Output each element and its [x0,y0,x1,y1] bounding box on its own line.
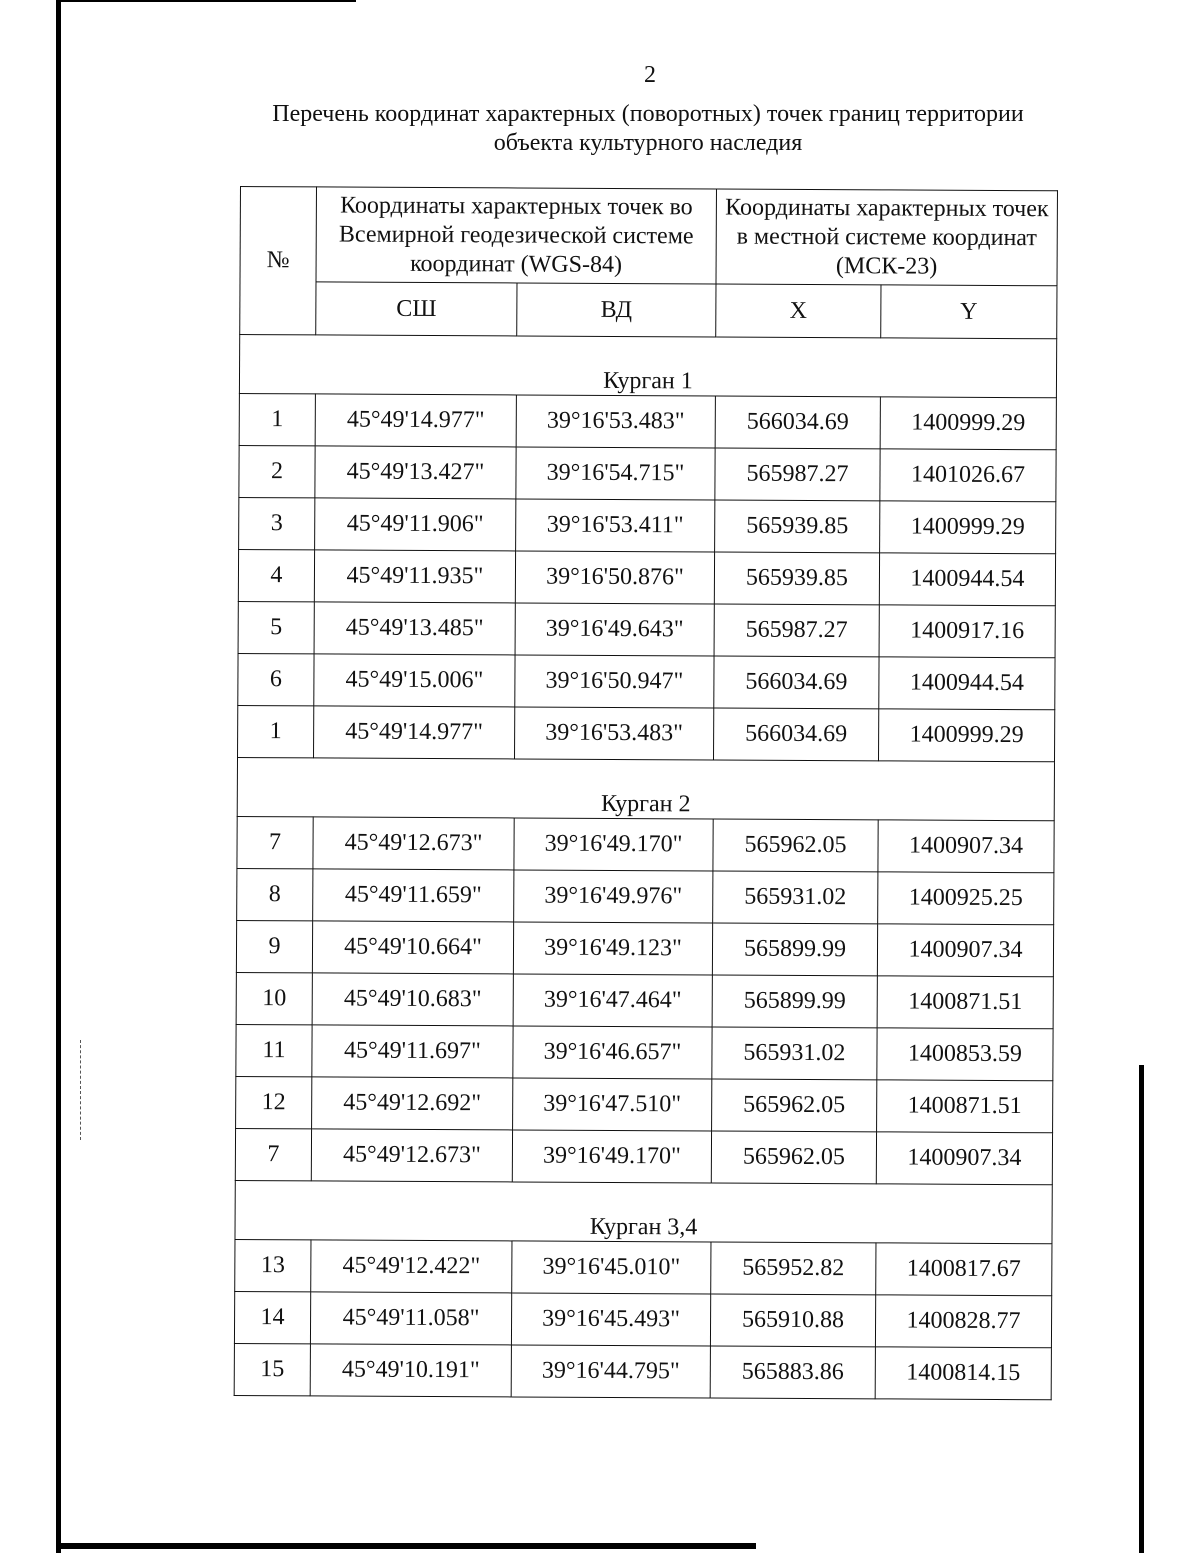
table-row [237,868,1054,924]
scan-edge-left [56,0,61,1553]
col-header-msk23: Координаты характерных точек в местной системе координат (МСК-23) [716,189,1058,286]
x-coordinate-cell: 566034.69 [715,396,880,449]
point-number-cell: 5 [238,601,314,653]
point-number-cell: 8 [237,868,313,920]
col-header-lon: ВД [517,283,716,337]
point-number-cell: 1 [238,705,314,757]
x-coordinate-cell: 565910.88 [710,1294,875,1347]
longitude-cell: 39°16'45.493" [511,1293,710,1346]
y-coordinate-cell: 1400871.51 [877,1080,1053,1133]
y-coordinate-cell: 1400944.54 [879,553,1055,606]
point-number-cell: 7 [237,816,313,868]
latitude-cell: 45°49'11.697" [312,1025,513,1078]
col-header-lat: СШ [316,282,517,336]
point-number-cell: 3 [239,497,315,549]
longitude-cell: 39°16'50.947" [515,655,714,708]
table-row [236,1076,1053,1132]
point-number-cell: 11 [236,1024,312,1076]
section-row [235,1180,1052,1243]
longitude-cell: 39°16'53.483" [515,707,714,760]
y-coordinate-cell: 1400907.34 [876,1132,1052,1185]
y-coordinate-cell: 1400817.67 [876,1243,1052,1296]
x-coordinate-cell: 565899.99 [712,975,877,1028]
x-coordinate-cell: 565962.05 [712,1079,877,1132]
latitude-cell: 45°49'11.058" [310,1292,511,1345]
latitude-cell: 45°49'14.977" [314,706,515,759]
table-row [238,601,1055,657]
x-coordinate-cell: 565962.05 [713,819,878,872]
y-coordinate-cell: 1400917.16 [879,605,1055,658]
table-row [238,705,1055,761]
latitude-cell: 45°49'12.673" [311,1129,512,1182]
y-coordinate-cell: 1400999.29 [880,397,1056,450]
y-coordinate-cell: 1400999.29 [880,501,1056,554]
table-row [239,497,1056,553]
longitude-cell: 39°16'54.715" [516,447,715,500]
point-number-cell: 1 [239,393,315,445]
document-title [240,100,1056,158]
x-coordinate-cell: 565987.27 [714,604,879,657]
section-cell [237,757,1054,820]
latitude-cell: 45°49'13.485" [314,602,515,655]
y-coordinate-cell: 1400944.54 [879,657,1055,710]
y-coordinate-cell: 1400828.77 [875,1295,1051,1348]
longitude-cell: 39°16'49.170" [514,818,713,871]
table-row [235,1128,1052,1184]
title-line-1: Перечень координат характерных (поворотных) точек границ территории [272,101,1024,127]
point-number-cell: 9 [236,920,312,972]
longitude-cell: 39°16'44.795" [511,1345,710,1398]
longitude-cell: 39°16'53.411" [516,499,715,552]
latitude-cell: 45°49'11.906" [315,498,516,551]
latitude-cell: 45°49'12.673" [313,817,514,870]
longitude-cell: 39°16'49.170" [512,1130,711,1183]
point-number-cell: 10 [236,972,312,1024]
table-group-header-row [240,187,1058,286]
x-coordinate-cell: 565883.86 [710,1346,875,1399]
table-row [234,1291,1051,1347]
table-body [234,335,1057,1400]
section-title: Курган 1 [603,367,693,395]
latitude-cell: 45°49'12.692" [312,1077,513,1130]
longitude-cell: 39°16'53.483" [516,395,715,448]
latitude-cell: 45°49'12.422" [311,1240,512,1293]
y-coordinate-cell: 1400999.29 [878,709,1054,762]
longitude-cell: 39°16'49.123" [513,922,712,975]
x-coordinate-cell: 566034.69 [714,708,879,761]
point-number-cell: 6 [238,653,314,705]
point-number-cell: 12 [236,1076,312,1128]
longitude-cell: 39°16'45.010" [512,1241,711,1294]
x-coordinate-cell: 565939.85 [714,552,879,605]
latitude-cell: 45°49'10.683" [312,973,513,1026]
longitude-cell: 39°16'50.876" [515,551,714,604]
table-row [239,445,1056,501]
latitude-cell: 45°49'11.659" [313,869,514,922]
x-coordinate-cell: 565952.82 [711,1242,876,1295]
y-coordinate-cell: 1400814.15 [875,1347,1051,1400]
table-row [237,816,1054,872]
y-coordinate-cell: 1400907.34 [878,820,1054,873]
y-coordinate-cell: 1401026.67 [880,449,1056,502]
latitude-cell: 45°49'13.427" [315,446,516,499]
scan-dash-left [80,1040,82,1140]
col-header-number: № [240,187,317,335]
table-row [236,920,1053,976]
col-header-wgs84: Координаты характерных точек во Всемирной геодезической системе координат (WGS-84) [316,187,716,284]
title-line-2: объекта культурного наследия [493,130,803,156]
point-number-cell: 2 [239,445,315,497]
table-row [236,972,1053,1028]
section-row [237,757,1054,820]
latitude-cell: 45°49'14.977" [315,394,516,447]
point-number-cell: 4 [238,549,314,601]
latitude-cell: 45°49'11.935" [314,550,515,603]
section-cell [235,1180,1052,1243]
scan-edge-bottom [56,1543,756,1549]
page-number: 2 [644,62,656,88]
scan-edge-right [1139,1065,1144,1553]
table-row [235,1239,1052,1295]
y-coordinate-cell: 1400907.34 [877,924,1053,977]
longitude-cell: 39°16'47.464" [513,974,712,1027]
x-coordinate-cell: 565931.02 [713,871,878,924]
table-subheader-row [240,282,1057,339]
x-coordinate-cell: 565962.05 [711,1131,876,1184]
col-header-y: Y [881,285,1057,339]
longitude-cell: 39°16'49.643" [515,603,714,656]
coordinates-table [234,186,1058,1400]
point-number-cell: 7 [235,1128,311,1180]
latitude-cell: 45°49'15.006" [314,654,515,707]
y-coordinate-cell: 1400853.59 [877,1028,1053,1081]
scan-edge-top [56,0,356,2]
point-number-cell: 15 [234,1343,310,1395]
x-coordinate-cell: 565939.85 [715,500,880,553]
section-title: Курган 3,4 [589,1213,698,1241]
longitude-cell: 39°16'49.976" [514,870,713,923]
table-row [236,1024,1053,1080]
latitude-cell: 45°49'10.664" [312,921,513,974]
x-coordinate-cell: 565987.27 [715,448,880,501]
table-row [238,549,1055,605]
longitude-cell: 39°16'46.657" [513,1026,712,1079]
table-row [239,393,1056,449]
latitude-cell: 45°49'10.191" [310,1344,511,1397]
y-coordinate-cell: 1400871.51 [877,976,1053,1029]
x-coordinate-cell: 565931.02 [712,1027,877,1080]
point-number-cell: 13 [235,1239,311,1291]
section-cell [239,335,1056,398]
point-number-cell: 14 [234,1291,310,1343]
table-row [238,653,1055,709]
y-coordinate-cell: 1400925.25 [878,872,1054,925]
longitude-cell: 39°16'47.510" [513,1078,712,1131]
x-coordinate-cell: 565899.99 [712,923,877,976]
x-coordinate-cell: 566034.69 [714,656,879,709]
section-row [239,335,1056,398]
col-header-x: X [716,284,881,338]
section-title: Курган 2 [600,790,691,818]
table-row [234,1343,1051,1399]
